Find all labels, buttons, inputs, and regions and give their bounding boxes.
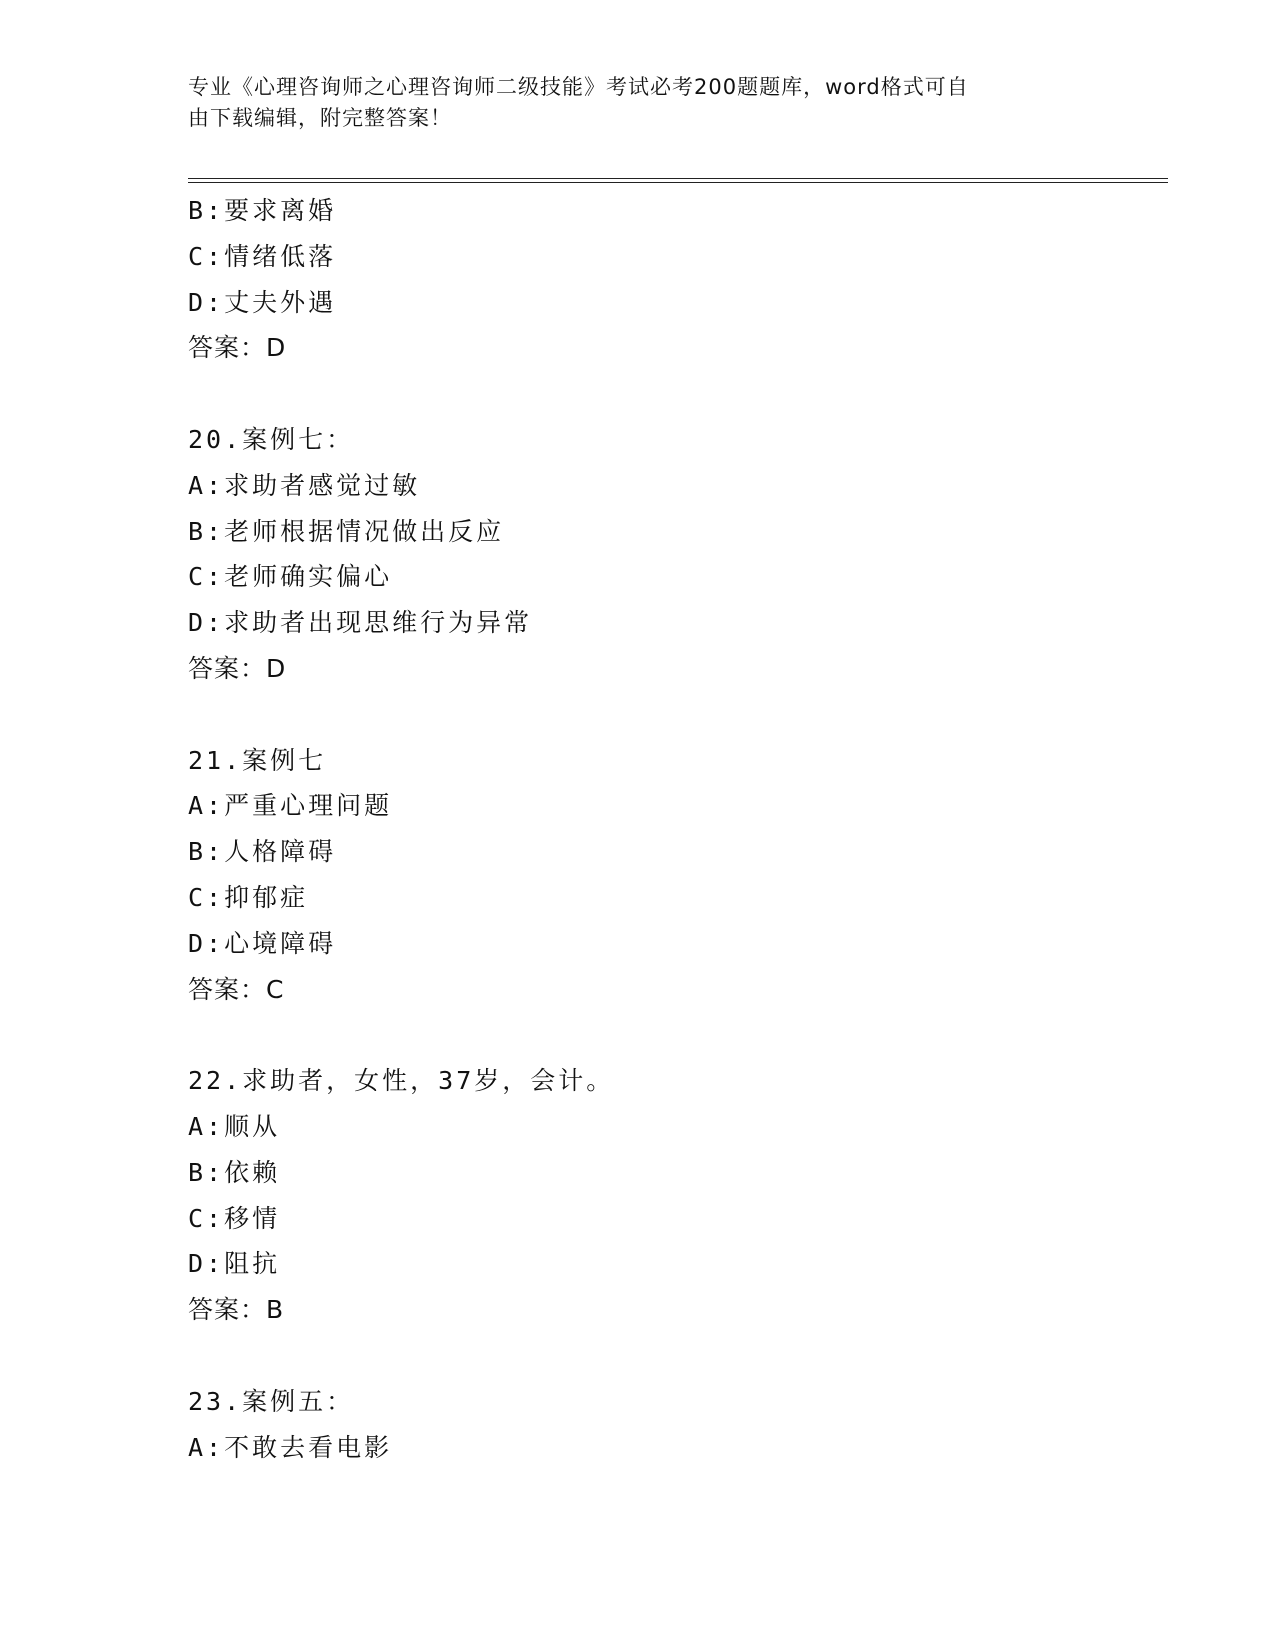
option-c: C:移情 — [188, 1203, 281, 1233]
option-a: A:求助者感觉过敏 — [188, 470, 421, 500]
question-list — [188, 188, 1168, 1470]
option-b: B:依赖 — [188, 1157, 281, 1187]
header-line-2: 由下载编辑，附完整答案！ — [188, 106, 452, 130]
spacer — [188, 371, 1168, 417]
answer-line: 答案：B — [188, 1295, 285, 1325]
option-c: C:情绪低落 — [188, 241, 337, 271]
option-a: A:不敢去看电影 — [188, 1432, 393, 1462]
option-d: D:心境障碍 — [188, 928, 337, 958]
header-line-1: 专业《心理咨询师之心理咨询师二级技能》考试必考200题题库，word格式可自 — [188, 75, 969, 99]
option-b: B:要求离婚 — [188, 196, 337, 225]
question-block — [188, 1058, 1168, 1333]
document-header — [188, 72, 1068, 134]
question-title: 20.案例七： — [188, 424, 355, 454]
spacer — [188, 1333, 1168, 1379]
spacer — [188, 1012, 1168, 1058]
question-title: 21.案例七 — [188, 745, 327, 775]
option-d: D:丈夫外遇 — [188, 287, 337, 317]
option-c: C:老师确实偏心 — [188, 562, 393, 592]
option-c: C:抑郁症 — [188, 882, 309, 912]
header-divider — [188, 178, 1168, 183]
option-b: B:老师根据情况做出反应 — [188, 516, 505, 546]
question-title: 23.案例五： — [188, 1386, 355, 1416]
question-block — [188, 738, 1168, 1013]
option-a: A:顺从 — [188, 1111, 281, 1141]
option-d: D:求助者出现思维行为异常 — [188, 608, 533, 638]
question-title: 22.求助者，女性，37岁，会计。 — [188, 1066, 615, 1096]
option-d: D:阻抗 — [188, 1249, 281, 1279]
spacer — [188, 692, 1168, 738]
option-b: B:人格障碍 — [188, 837, 337, 867]
option-a: A:严重心理问题 — [188, 791, 393, 821]
question-block — [188, 417, 1168, 692]
question-block — [188, 188, 1168, 371]
answer-line: 答案：D — [188, 333, 287, 363]
question-block — [188, 1379, 1168, 1471]
answer-line: 答案：D — [188, 653, 287, 683]
answer-line: 答案：C — [188, 974, 285, 1004]
